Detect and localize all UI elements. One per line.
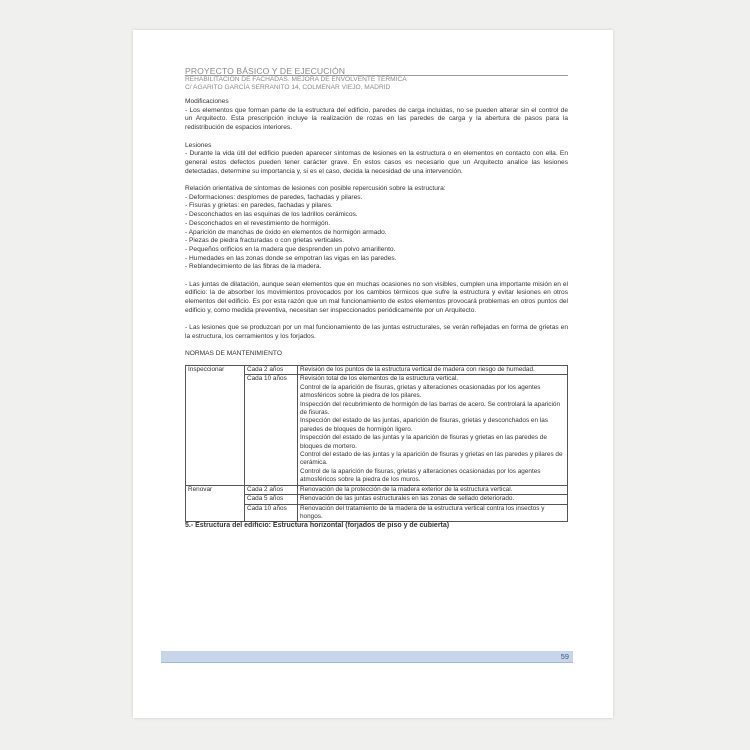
document-page	[133, 30, 613, 718]
list-item: - Fisuras y grietas: en paredes, fachadas y pilares.	[185, 202, 333, 210]
list-item: - Aparición de manchas de óxido en elementos de hormigón armado.	[185, 228, 387, 236]
modificaciones-heading: Modificaciones	[185, 98, 229, 105]
description-cell: Renovación de las juntas estructurales en las zonas de sellado deteriorado.	[298, 495, 568, 504]
action-cell: Renovar	[186, 485, 245, 522]
description-cell	[298, 375, 568, 485]
description-cell: Renovación de la protección de la madera exterior de la estructura vertical.	[298, 485, 568, 494]
page-number: 59	[560, 652, 569, 661]
description-cell: Revisión de los puntos de la estructura vertical de madera con riesgo de humedad.	[298, 366, 568, 375]
action-cell: Inspeccionar	[186, 366, 245, 486]
description-line: Inspección del estado de las juntas y la aparición de fisuras y grietas en las paredes de bloques de mortero.	[300, 434, 547, 450]
list-item: - Desconchados en el revestimiento de hormigón.	[185, 219, 331, 227]
table-row	[186, 485, 568, 494]
juntas-text: - Las juntas de dilatación, aunque sean elementos que en muchas ocasiones no son visibles, cumplen una importante misión en el edificio: la de absorber los movimientos provocados por los cambios térmicos que sufre la estructura y evitar lesiones en otros elementos del edificio. Es por esta razón que un mal funcionamiento de estos elementos provocará problemas en otros puntos del edificio y, como medida preventiva, necesitan ser inspeccionados periódicamente por un Arquitecto.	[185, 280, 568, 314]
list-item: - Deformaciones: desplomes de paredes, fachadas y pilares.	[185, 193, 363, 201]
modificaciones-text: - Los elementos que forman parte de la estructura del edificio, paredes de carga incluidas, no se pueden alterar sin el control de un Arquitecto. Esta prescripción incluye la realización de rozas en las paredes de carga y la abertura de pasos para la redistribución de espacios interiores.	[185, 106, 568, 132]
lesiones-text: - Durante la vida útil del edificio pueden aparecer síntomas de lesiones en la estructura o en elementos en contacto con ella. En general estos defectos pueden tener carácter grave. En estos casos es necesario que un Arquitecto analice las lesiones detectadas, determine su importancia y, si es el caso, decida la necesidad de una intervención.	[185, 150, 568, 175]
description-line: Inspección del estado de las juntas, aparición de fisuras, grietas y desconchados en las paredes de bloques de hormigón ligero.	[300, 417, 548, 433]
section-5-heading: 5.- Estructura del edificio: Estructura horizontal (forjados de piso y de cubierta)	[185, 522, 450, 530]
frequency-cell: Cada 10 años	[245, 504, 298, 522]
table-row	[186, 366, 568, 375]
lesiones-juntas-text: - Las lesiones que se produzcan por un mal funcionamiento de las juntas estructurales, se verán reflejadas en forma de grietas en la estructura, los cerramientos y los forjados.	[185, 324, 568, 340]
description-line: Control de la aparición de fisuras, grietas y alteraciones ocasionadas por los agentes atmosféricos sobre la piedra de los pilares.	[300, 383, 541, 400]
frequency-cell: Cada 2 años	[245, 366, 298, 375]
header-subtitle-line-2: C/ AGARITO GARCÍA SERRANITO 14, COLMENAR VIEJO, MADRID	[185, 84, 391, 92]
header-subtitle-line-1: REHABILITACIÓN DE FACHADAS. MEJORA DE ENVOLVENTE TÉRMICA	[185, 76, 407, 83]
doc-header-subtitle	[185, 76, 407, 93]
description-line: Control de la aparición de fisuras, grietas y alteraciones ocasionadas por los agentes atmosféricos sobre la piedra de los muros.	[300, 467, 541, 484]
description-line: Revisión total de los elementos de la estructura vertical.	[300, 375, 459, 383]
footer-bar	[161, 651, 573, 663]
normas-heading: NORMAS DE MANTENIMIENTO	[185, 350, 282, 358]
maintenance-table	[185, 365, 568, 522]
list-item: - Desconchados en las esquinas de los ladrillos cerámicos.	[185, 211, 358, 219]
list-item: - Piezas de piedra fracturadas o con grietas verticales.	[185, 237, 345, 245]
description-line: Inspección del recubrimiento de hormigón de las barras de acero. Se controlará la aparición de fisuras.	[300, 400, 561, 417]
list-item: - Reblandecimiento de las fibras de la madera.	[185, 263, 322, 271]
list-item: - Humedades en las zonas donde se empotran las vigas en las paredes.	[185, 254, 397, 262]
frequency-cell: Cada 2 años	[245, 485, 298, 494]
doc-header-title: PROYECTO BÁSICO Y DE EJECUCIÓN	[185, 66, 346, 76]
list-item: - Pequeños orificios en la madera que desprenden un polvo amarillento.	[185, 245, 396, 253]
sintomas-intro: Relación orientativa de síntomas de lesiones con posible repercusión sobre la estructura:	[185, 185, 446, 192]
frequency-cell: Cada 5 años	[245, 495, 298, 504]
description-cell: Renovación del tratamiento de la madera de la estructura vertical contra los insectos y hongos.	[298, 504, 568, 522]
frequency-cell: Cada 10 años	[245, 375, 298, 485]
page-content	[185, 98, 568, 531]
description-line: Control del estado de las juntas y la aparición de fisuras y grietas en las paredes y pilares de cerámica.	[300, 451, 563, 467]
lesiones-heading: Lesiones	[185, 141, 212, 149]
